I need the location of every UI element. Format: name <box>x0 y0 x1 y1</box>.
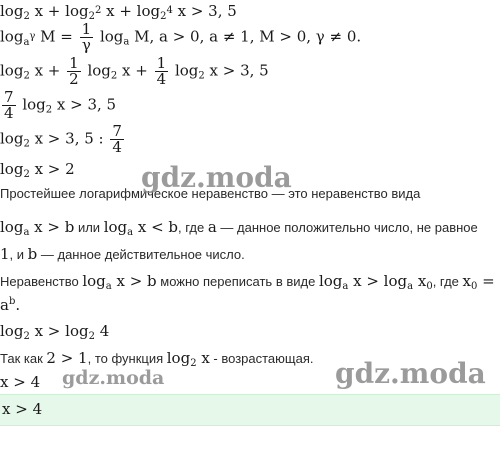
equation-log2-gt-log2-4: $\log_2 x > \log_2 4$ <box>0 322 110 342</box>
rewrite-continuation: $a^b$. <box>0 296 21 314</box>
definition-continuation: 1, и b — данное действительное число. <box>0 245 245 263</box>
watermark-logo: gdz.moda <box>141 161 292 194</box>
equation-log2-gt-2: $\log_2 x > 2$ <box>0 160 75 180</box>
watermark-logo: gdz.moda <box>335 357 486 390</box>
log-property-formula: $\log_{a^\gamma} M$ = $\frac{1}{\gamma}$ $\log_a M$, a > 0, a ≠ 1, M > 0, γ ≠ 0. <box>0 20 362 54</box>
watermark-logo: gdz.moda <box>62 367 165 389</box>
result-line: x > 4 <box>0 373 41 391</box>
definition-text: Простейшее логарифмическое неравенство — это неравенство вида <box>0 186 421 201</box>
answer-box <box>0 394 500 426</box>
rewrite-text: Неравенство $\log_a x > b$ можно переписать в виде $\log_a x > \log_a x_0$, где $x_0$ = <box>0 272 495 292</box>
equation-division: $\log_2 x > 3$, 5 : $\frac{7}{4}$ <box>0 122 122 156</box>
definition-forms: $\log_a x > b$ или $\log_a x < b$, где a — данное положительно число, не равное <box>0 218 478 238</box>
equation-seven-fourths: $\frac{7}{4}$ $\log_2 x > 3$, 5 <box>4 88 117 122</box>
equation-original: $\log_2 x + \log_{2^2} x + \log_{2^4} x > 3$, 5 <box>0 2 237 22</box>
answer-text: x > 4 <box>2 400 43 418</box>
equation-base-2: $\log_2 x$ + $\frac{1}{2}$ $\log_2 x$ + $\frac{1}{4}$ $\log_2 x > 3$, 5 <box>0 54 269 88</box>
monotonic-text: Так как 2 > 1, то функция $\log_2 x$ - возрастающая. <box>0 349 314 369</box>
